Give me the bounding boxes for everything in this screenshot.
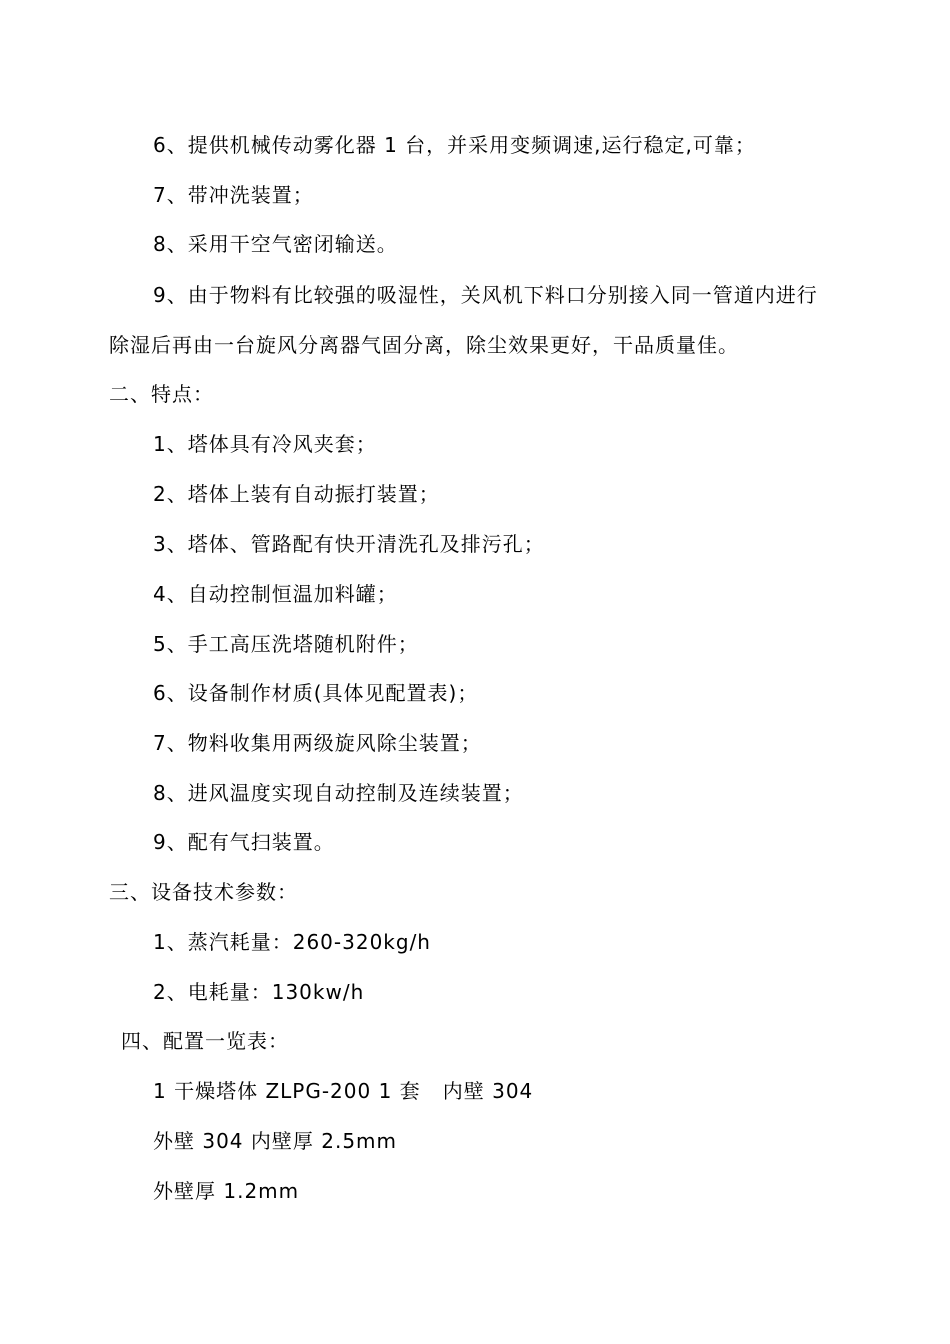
paragraph-line: 除湿后再由一台旋风分离器气固分离，除尘效果更好，干品质量佳。 bbox=[109, 333, 739, 357]
list-item: 1、蒸汽耗量：260-320kg/h bbox=[153, 930, 431, 954]
list-item: 9、配有气扫装置。 bbox=[153, 830, 335, 854]
list-item: 外壁厚 1.2mm bbox=[153, 1179, 300, 1203]
list-item: 3、塔体、管路配有快开清洗孔及排污孔； bbox=[153, 532, 545, 556]
list-item: 4、自动控制恒温加料罐； bbox=[153, 582, 398, 606]
paragraph-line: 8、采用干空气密闭输送。 bbox=[153, 232, 398, 256]
paragraph-line: 6、提供机械传动雾化器 1 台，并采用变频调速,运行稳定,可靠； bbox=[153, 133, 756, 157]
list-item: 2、塔体上装有自动振打装置； bbox=[153, 482, 440, 506]
list-item: 8、进风温度实现自动控制及连续装置； bbox=[153, 781, 524, 805]
paragraph-line: 9、由于物料有比较强的吸湿性，关风机下料口分别接入同一管道内进行 bbox=[153, 283, 818, 307]
section-heading: 二、特点： bbox=[109, 382, 214, 406]
list-item: 2、电耗量：130kw/h bbox=[153, 980, 365, 1004]
paragraph-line: 7、带冲洗装置； bbox=[153, 183, 314, 207]
list-item: 7、物料收集用两级旋风除尘装置； bbox=[153, 731, 482, 755]
list-item: 6、设备制作材质(具体见配置表)； bbox=[153, 681, 479, 705]
list-item: 1、塔体具有冷风夹套； bbox=[153, 432, 377, 456]
section-heading: 三、设备技术参数： bbox=[109, 880, 298, 904]
list-item: 5、手工高压洗塔随机附件； bbox=[153, 632, 419, 656]
list-item: 外壁 304 内壁厚 2.5mm bbox=[153, 1129, 398, 1153]
section-heading: 四、配置一览表： bbox=[121, 1029, 289, 1053]
list-item: 1 干燥塔体 ZLPG-200 1 套 内壁 304 bbox=[153, 1079, 534, 1103]
